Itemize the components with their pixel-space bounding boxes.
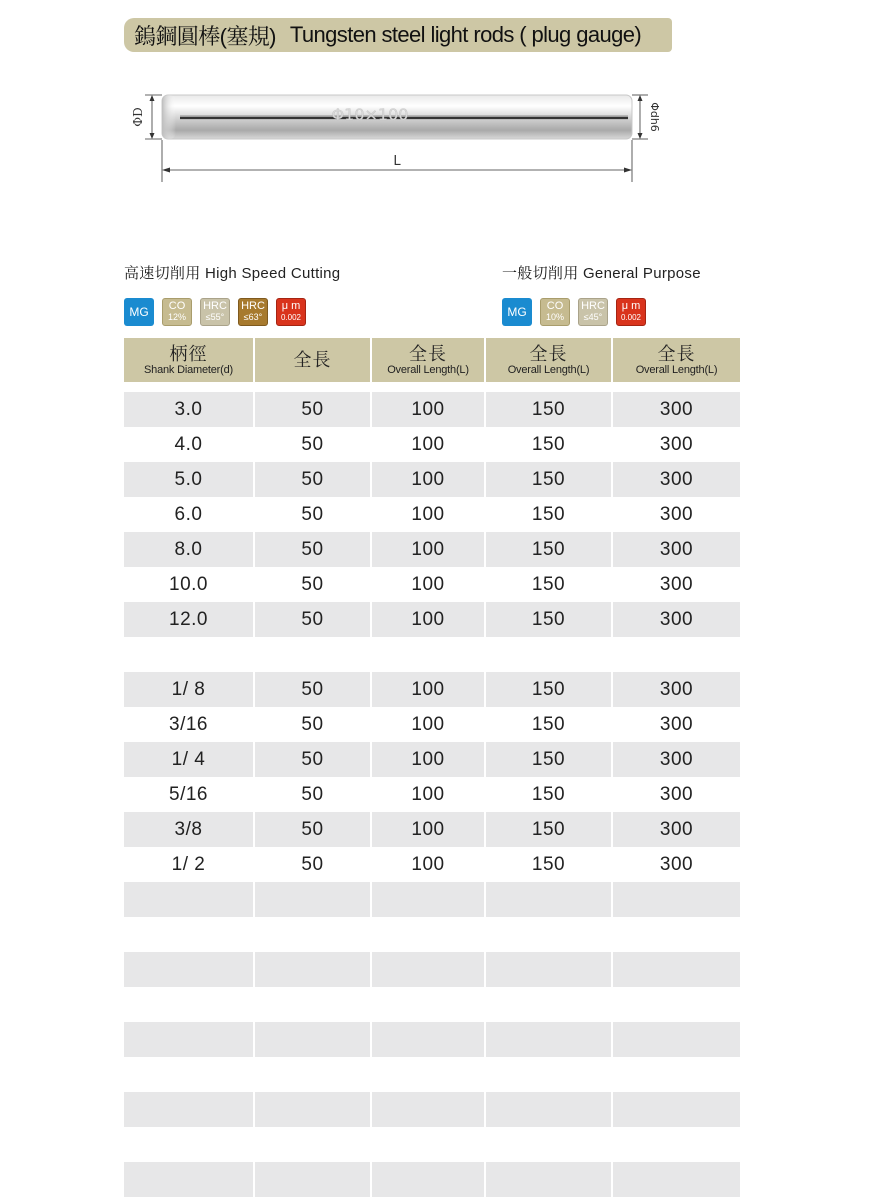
cell-overall-length: 50 — [255, 742, 372, 777]
cobalt-badge: CO 10% — [540, 298, 570, 326]
micron-badge: μ m 0.002 — [616, 298, 646, 326]
page-title — [124, 18, 672, 52]
cell-shank-diameter: 3/8 — [124, 812, 255, 847]
cell-overall-length — [372, 1127, 486, 1162]
cell-shank-diameter — [124, 637, 255, 672]
cell-overall-length — [613, 1127, 740, 1162]
cell-overall-length: 300 — [613, 847, 740, 882]
cell-overall-length — [372, 1057, 486, 1092]
table-row — [124, 567, 740, 602]
cell-overall-length — [613, 1057, 740, 1092]
cell-overall-length: 100 — [372, 742, 486, 777]
hrc-55-badge: HRC ≤55° — [200, 298, 230, 326]
cell-overall-length: 150 — [486, 567, 613, 602]
cell-overall-length: 150 — [486, 812, 613, 847]
mg-badge: MG — [502, 298, 532, 326]
cell-shank-diameter: 3.0 — [124, 392, 255, 427]
cell-overall-length: 50 — [255, 392, 372, 427]
cobalt-badge: CO 12% — [162, 298, 192, 326]
cell-overall-length: 150 — [486, 777, 613, 812]
table-row — [124, 707, 740, 742]
cell-overall-length — [613, 882, 740, 917]
cell-overall-length: 50 — [255, 812, 372, 847]
table-row — [124, 532, 740, 567]
cell-overall-length — [613, 917, 740, 952]
cell-overall-length: 50 — [255, 847, 372, 882]
table-row — [124, 812, 740, 847]
cell-overall-length — [372, 917, 486, 952]
cell-overall-length — [486, 882, 613, 917]
cell-overall-length — [372, 952, 486, 987]
table-row — [124, 917, 740, 952]
cell-shank-diameter — [124, 987, 255, 1022]
cell-overall-length — [372, 1092, 486, 1127]
cell-overall-length — [486, 917, 613, 952]
spec-table — [124, 338, 740, 1197]
header-overall-length: 全長 Overall Length(L) — [486, 338, 613, 382]
cell-shank-diameter: 5/16 — [124, 777, 255, 812]
cell-overall-length: 300 — [613, 602, 740, 637]
cell-overall-length — [372, 882, 486, 917]
cell-overall-length: 150 — [486, 462, 613, 497]
cell-shank-diameter: 12.0 — [124, 602, 255, 637]
cell-overall-length — [613, 987, 740, 1022]
cell-overall-length — [486, 987, 613, 1022]
cell-shank-diameter: 5.0 — [124, 462, 255, 497]
cell-shank-diameter: 10.0 — [124, 567, 255, 602]
table-row — [124, 987, 740, 1022]
cell-overall-length: 100 — [372, 427, 486, 462]
table-row — [124, 1127, 740, 1162]
table-row — [124, 462, 740, 497]
cell-overall-length: 300 — [613, 427, 740, 462]
cell-overall-length: 100 — [372, 847, 486, 882]
micron-badge: μ m 0.002 — [276, 298, 306, 326]
cell-overall-length: 150 — [486, 847, 613, 882]
cell-shank-diameter — [124, 1162, 255, 1197]
cell-overall-length: 50 — [255, 777, 372, 812]
cell-overall-length — [486, 952, 613, 987]
cell-overall-length: 100 — [372, 392, 486, 427]
cell-overall-length — [613, 1092, 740, 1127]
cell-overall-length: 300 — [613, 672, 740, 707]
hrc-63-badge: HRC ≤63° — [238, 298, 268, 326]
cell-overall-length: 300 — [613, 497, 740, 532]
rod-drawing — [0, 60, 880, 200]
table-row — [124, 777, 740, 812]
cell-overall-length: 50 — [255, 707, 372, 742]
cell-overall-length — [486, 637, 613, 672]
high-speed-label: 高速切削用 High Speed Cutting — [124, 265, 341, 282]
cell-overall-length: 100 — [372, 497, 486, 532]
cell-overall-length: 150 — [486, 427, 613, 462]
header-overall-length: 全長 — [255, 338, 372, 382]
table-row — [124, 637, 740, 672]
table-row — [124, 1057, 740, 1092]
cell-shank-diameter — [124, 1092, 255, 1127]
cell-overall-length — [255, 1057, 372, 1092]
cell-overall-length: 300 — [613, 777, 740, 812]
table-row — [124, 952, 740, 987]
cell-shank-diameter: 1/ 4 — [124, 742, 255, 777]
header-shank-diameter: 柄徑 Shank Diameter(d) — [124, 338, 255, 382]
cell-overall-length — [613, 1022, 740, 1057]
table-row — [124, 742, 740, 777]
length-label: L — [393, 154, 401, 169]
table-row — [124, 1022, 740, 1057]
mg-badge: MG — [124, 298, 154, 326]
cell-overall-length — [486, 1057, 613, 1092]
cell-overall-length — [255, 987, 372, 1022]
cell-shank-diameter — [124, 1057, 255, 1092]
cell-overall-length — [372, 637, 486, 672]
cell-overall-length — [613, 952, 740, 987]
table-row — [124, 392, 740, 427]
general-purpose-label: 一般切削用 General Purpose — [502, 265, 701, 282]
cell-overall-length: 100 — [372, 567, 486, 602]
cell-overall-length: 50 — [255, 532, 372, 567]
header-overall-length: 全長 Overall Length(L) — [372, 338, 486, 382]
cell-overall-length: 300 — [613, 532, 740, 567]
cell-overall-length: 150 — [486, 742, 613, 777]
cell-overall-length: 300 — [613, 812, 740, 847]
rod-marking: Φ10×100 — [331, 105, 409, 124]
cell-overall-length: 50 — [255, 497, 372, 532]
diameter-label: ΦD — [131, 107, 145, 127]
cell-overall-length: 300 — [613, 742, 740, 777]
hrc-45-badge: HRC ≤45° — [578, 298, 608, 326]
cell-shank-diameter: 3/16 — [124, 707, 255, 742]
cell-overall-length: 150 — [486, 532, 613, 567]
cell-overall-length — [255, 952, 372, 987]
cell-shank-diameter — [124, 917, 255, 952]
cell-overall-length — [255, 882, 372, 917]
cell-shank-diameter — [124, 952, 255, 987]
cell-overall-length — [613, 637, 740, 672]
title-zh: 鎢鋼圓棒(塞規) — [134, 23, 276, 49]
cell-overall-length — [255, 1022, 372, 1057]
cell-overall-length: 300 — [613, 392, 740, 427]
cell-overall-length: 50 — [255, 602, 372, 637]
cell-overall-length: 50 — [255, 567, 372, 602]
cell-shank-diameter — [124, 1127, 255, 1162]
table-row — [124, 1092, 740, 1127]
cell-overall-length: 50 — [255, 672, 372, 707]
table-row — [124, 497, 740, 532]
header-overall-length: 全長 Overall Length(L) — [613, 338, 740, 382]
general-badges — [502, 298, 646, 326]
cell-overall-length — [486, 1162, 613, 1197]
cell-overall-length: 100 — [372, 462, 486, 497]
cell-overall-length — [486, 1022, 613, 1057]
cell-overall-length — [613, 1162, 740, 1197]
table-row — [124, 427, 740, 462]
cell-overall-length — [255, 917, 372, 952]
cell-overall-length: 100 — [372, 602, 486, 637]
table-header-row — [124, 338, 740, 382]
cell-shank-diameter — [124, 882, 255, 917]
table-row — [124, 602, 740, 637]
cell-overall-length — [255, 637, 372, 672]
cell-shank-diameter: 1/ 8 — [124, 672, 255, 707]
cell-overall-length: 100 — [372, 777, 486, 812]
table-row — [124, 1162, 740, 1197]
title-en: Tungsten steel light rods ( plug gauge) — [289, 22, 642, 47]
cell-overall-length — [486, 1092, 613, 1127]
cell-shank-diameter: 6.0 — [124, 497, 255, 532]
cell-overall-length — [372, 1022, 486, 1057]
cell-overall-length: 50 — [255, 427, 372, 462]
cell-overall-length — [372, 1162, 486, 1197]
cell-overall-length: 150 — [486, 707, 613, 742]
cell-overall-length: 100 — [372, 532, 486, 567]
cell-shank-diameter: 1/ 2 — [124, 847, 255, 882]
cell-overall-length — [255, 1092, 372, 1127]
cell-overall-length: 300 — [613, 462, 740, 497]
cell-shank-diameter: 4.0 — [124, 427, 255, 462]
table-row — [124, 672, 740, 707]
cell-overall-length: 300 — [613, 567, 740, 602]
table-row — [124, 882, 740, 917]
cell-overall-length — [255, 1127, 372, 1162]
cell-overall-length: 150 — [486, 602, 613, 637]
cell-overall-length: 150 — [486, 497, 613, 532]
cell-overall-length: 100 — [372, 707, 486, 742]
cell-overall-length: 150 — [486, 672, 613, 707]
high-speed-badges — [124, 298, 306, 326]
tolerance-label: Φdh6 — [648, 102, 661, 132]
cell-overall-length — [372, 987, 486, 1022]
cell-overall-length: 150 — [486, 392, 613, 427]
cell-overall-length: 100 — [372, 672, 486, 707]
cell-shank-diameter: 8.0 — [124, 532, 255, 567]
cell-overall-length — [255, 1162, 372, 1197]
cell-overall-length: 100 — [372, 812, 486, 847]
table-row — [124, 847, 740, 882]
cell-overall-length: 300 — [613, 707, 740, 742]
cell-overall-length — [486, 1127, 613, 1162]
cell-shank-diameter — [124, 1022, 255, 1057]
cell-overall-length: 50 — [255, 462, 372, 497]
